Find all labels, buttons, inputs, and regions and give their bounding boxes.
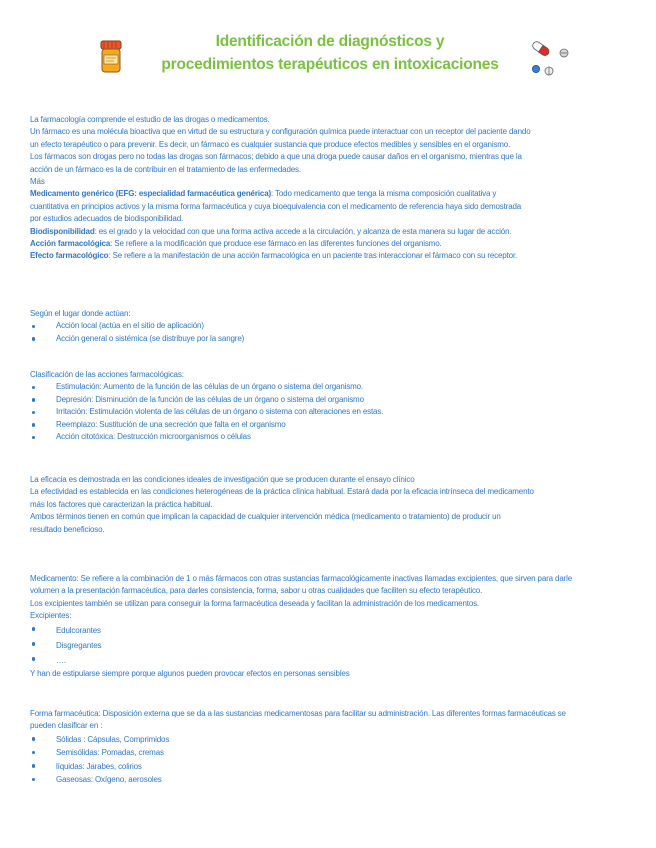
bio-def: : es el grado y la velocidad con que una forma activa accede a la circulación, y alcanza de esta manera su lugar de acción. xyxy=(94,226,512,236)
medicamento-section xyxy=(30,573,630,680)
title-line-2: procedimientos terapéuticos en intoxicaciones xyxy=(161,56,499,73)
list-item: Estimulación: Aumento de la función de las células de un órgano o sistema del organismo. xyxy=(30,381,630,393)
eficacia-l3: más los factores que caracterizan la práctica habitual. xyxy=(30,499,213,509)
eficacia-l1: La eficacia es demostrada en las condiciones ideales de investigación que se producen durante el ensayo clínico xyxy=(30,475,415,484)
accion-definition xyxy=(30,238,630,250)
list-item: Reemplazo: Sustitución de una secreción que falta en el organismo xyxy=(30,419,630,431)
list-item: Edulcorantes xyxy=(30,623,630,638)
forma-section xyxy=(30,708,630,786)
list-item: Sólidas : Cápsulas, Comprimidos xyxy=(30,733,630,746)
page-title xyxy=(130,30,530,76)
accion-term: Acción farmacológica xyxy=(30,239,111,249)
clasificacion-heading: Clasificación de las acciones farmacológicas: xyxy=(30,370,184,379)
forma-l2: pueden clasificar en : xyxy=(30,721,103,731)
list-item: Depresión: Disminución de la función de las células de un órgano o sistema del organismo xyxy=(30,394,630,406)
bio-definition xyxy=(30,226,630,238)
lugar-section xyxy=(30,308,630,345)
intro-p1: La farmacología comprende el estudio de las drogas o medicamentos. xyxy=(30,115,270,124)
list-item: Acción general o sistémica (se distribuye por la sangre) xyxy=(30,333,630,345)
intro-p3b: acción de un fármaco es la de contribuir en el tratamiento de las enfermedades. xyxy=(30,164,301,174)
bio-term: Biodisponibilidad xyxy=(30,226,95,236)
intro-p2a: Un fármaco es una molécula bioactiva que en virtud de su estructura y configuración química puede interactuar con un receptor del paciente dando xyxy=(30,127,531,137)
clasificacion-list xyxy=(30,381,630,443)
intro-p2b: un efecto terapéutico o para prevenir. Es decir, un fármaco es cualquier sustancia que produce efectos medibles y sensibles en el organismo. xyxy=(30,139,511,149)
generic-def-a: : Todo medicamento que tenga la misma composición cualitativa y xyxy=(271,189,497,199)
medicamento-l1: Medicamento: Se refiere a la combinación de 1 o más fármacos con otras sustancias farmacológicamente inactivas llamadas excipientes, que sirven para darle xyxy=(30,574,573,583)
medicamento-l5: Y han de estipularse siempre porque algunos pueden provocar efectos en personas sensibles xyxy=(30,668,350,678)
list-item: Acción local (actúa en el sitio de aplicación) xyxy=(30,320,630,332)
generic-term: Medicamento genérico (EFG: especialidad farmacéutica genérica) xyxy=(30,189,272,199)
forma-list xyxy=(30,733,630,787)
eficacia-l4: Ambos términos tienen en común que implican la capacidad de cualquier intervención médica (medicamento o tratamiento) de producir un xyxy=(30,512,501,522)
generic-definition xyxy=(30,188,630,200)
excipientes-list xyxy=(30,623,630,668)
pills-icon xyxy=(526,36,576,80)
intro-p3a: Los fármacos son drogas pero no todas las drogas son fármacos; debido a que una droga puede causar daños en el organismo, mientras que la xyxy=(30,152,522,162)
eficacia-l2: La efectividad es establecida en las condiciones heterogéneas de la práctica clínica habitual. Estará dada por la eficacia intrínseca del medicamento xyxy=(30,487,534,497)
generic-def-c: por estudios adecuados de biodisponibilidad. xyxy=(30,214,184,224)
title-line-1: Identificación de diagnósticos y xyxy=(215,33,445,50)
lugar-heading: Según el lugar donde actúan: xyxy=(30,309,131,318)
excipientes-heading: Excipientes: xyxy=(30,611,72,621)
eficacia-section xyxy=(30,474,630,536)
efecto-def: : Se refiere a la manifestación de una acción farmacológica en un paciente tras interaccionar el fármaco con su receptor. xyxy=(108,251,518,261)
clasificacion-section xyxy=(30,369,630,443)
accion-def: : Se refiere a la modificación que produce ese fármaco en las diferentes funciones del organismo. xyxy=(110,239,442,249)
medicamento-l2: volumen a la presentación farmacéutica, para darles consistencia, forma, sabor u otras cualidades que faciliten su efecto terapéutico. xyxy=(30,586,483,596)
list-item: Irritación: Estimulación violenta de las células de un órgano o sistema con alteraciones en estas. xyxy=(30,406,630,418)
medicine-jar-icon xyxy=(98,40,124,74)
eficacia-l5: resultado beneficioso. xyxy=(30,524,105,534)
list-item: Disgregantes xyxy=(30,638,630,653)
list-item: …. xyxy=(30,653,630,668)
generic-def-b: cuantitativa en principios activos y la misma forma farmacéutica y cuya bioequivalencia con el medicamento de referencia haya sido demostrada xyxy=(30,201,522,211)
lugar-list xyxy=(30,320,630,345)
efecto-term: Efecto farmacológico xyxy=(30,251,109,261)
intro-mas: Más xyxy=(30,177,45,187)
intro-section xyxy=(30,114,630,263)
list-item: Semisólidas: Pomadas, cremas xyxy=(30,746,630,759)
forma-l1: Forma farmacéutica: Disposición externa que se da a las sustancias medicamentosas para facilitar su administración. Las diferentes formas farmacéuticas se xyxy=(30,709,566,718)
list-item: Acción citotóxica: Destrucción microorganismos o células xyxy=(30,431,630,443)
list-item: líquidas: Jarabes, colirios xyxy=(30,760,630,773)
medicamento-l3: Los excipientes también se utilizan para conseguir la forma farmacéutica deseada y facilitan la administración de los medicamentos. xyxy=(30,598,480,608)
efecto-definition xyxy=(30,250,630,262)
list-item: Gaseosas: Oxígeno, aerosoles xyxy=(30,773,630,786)
